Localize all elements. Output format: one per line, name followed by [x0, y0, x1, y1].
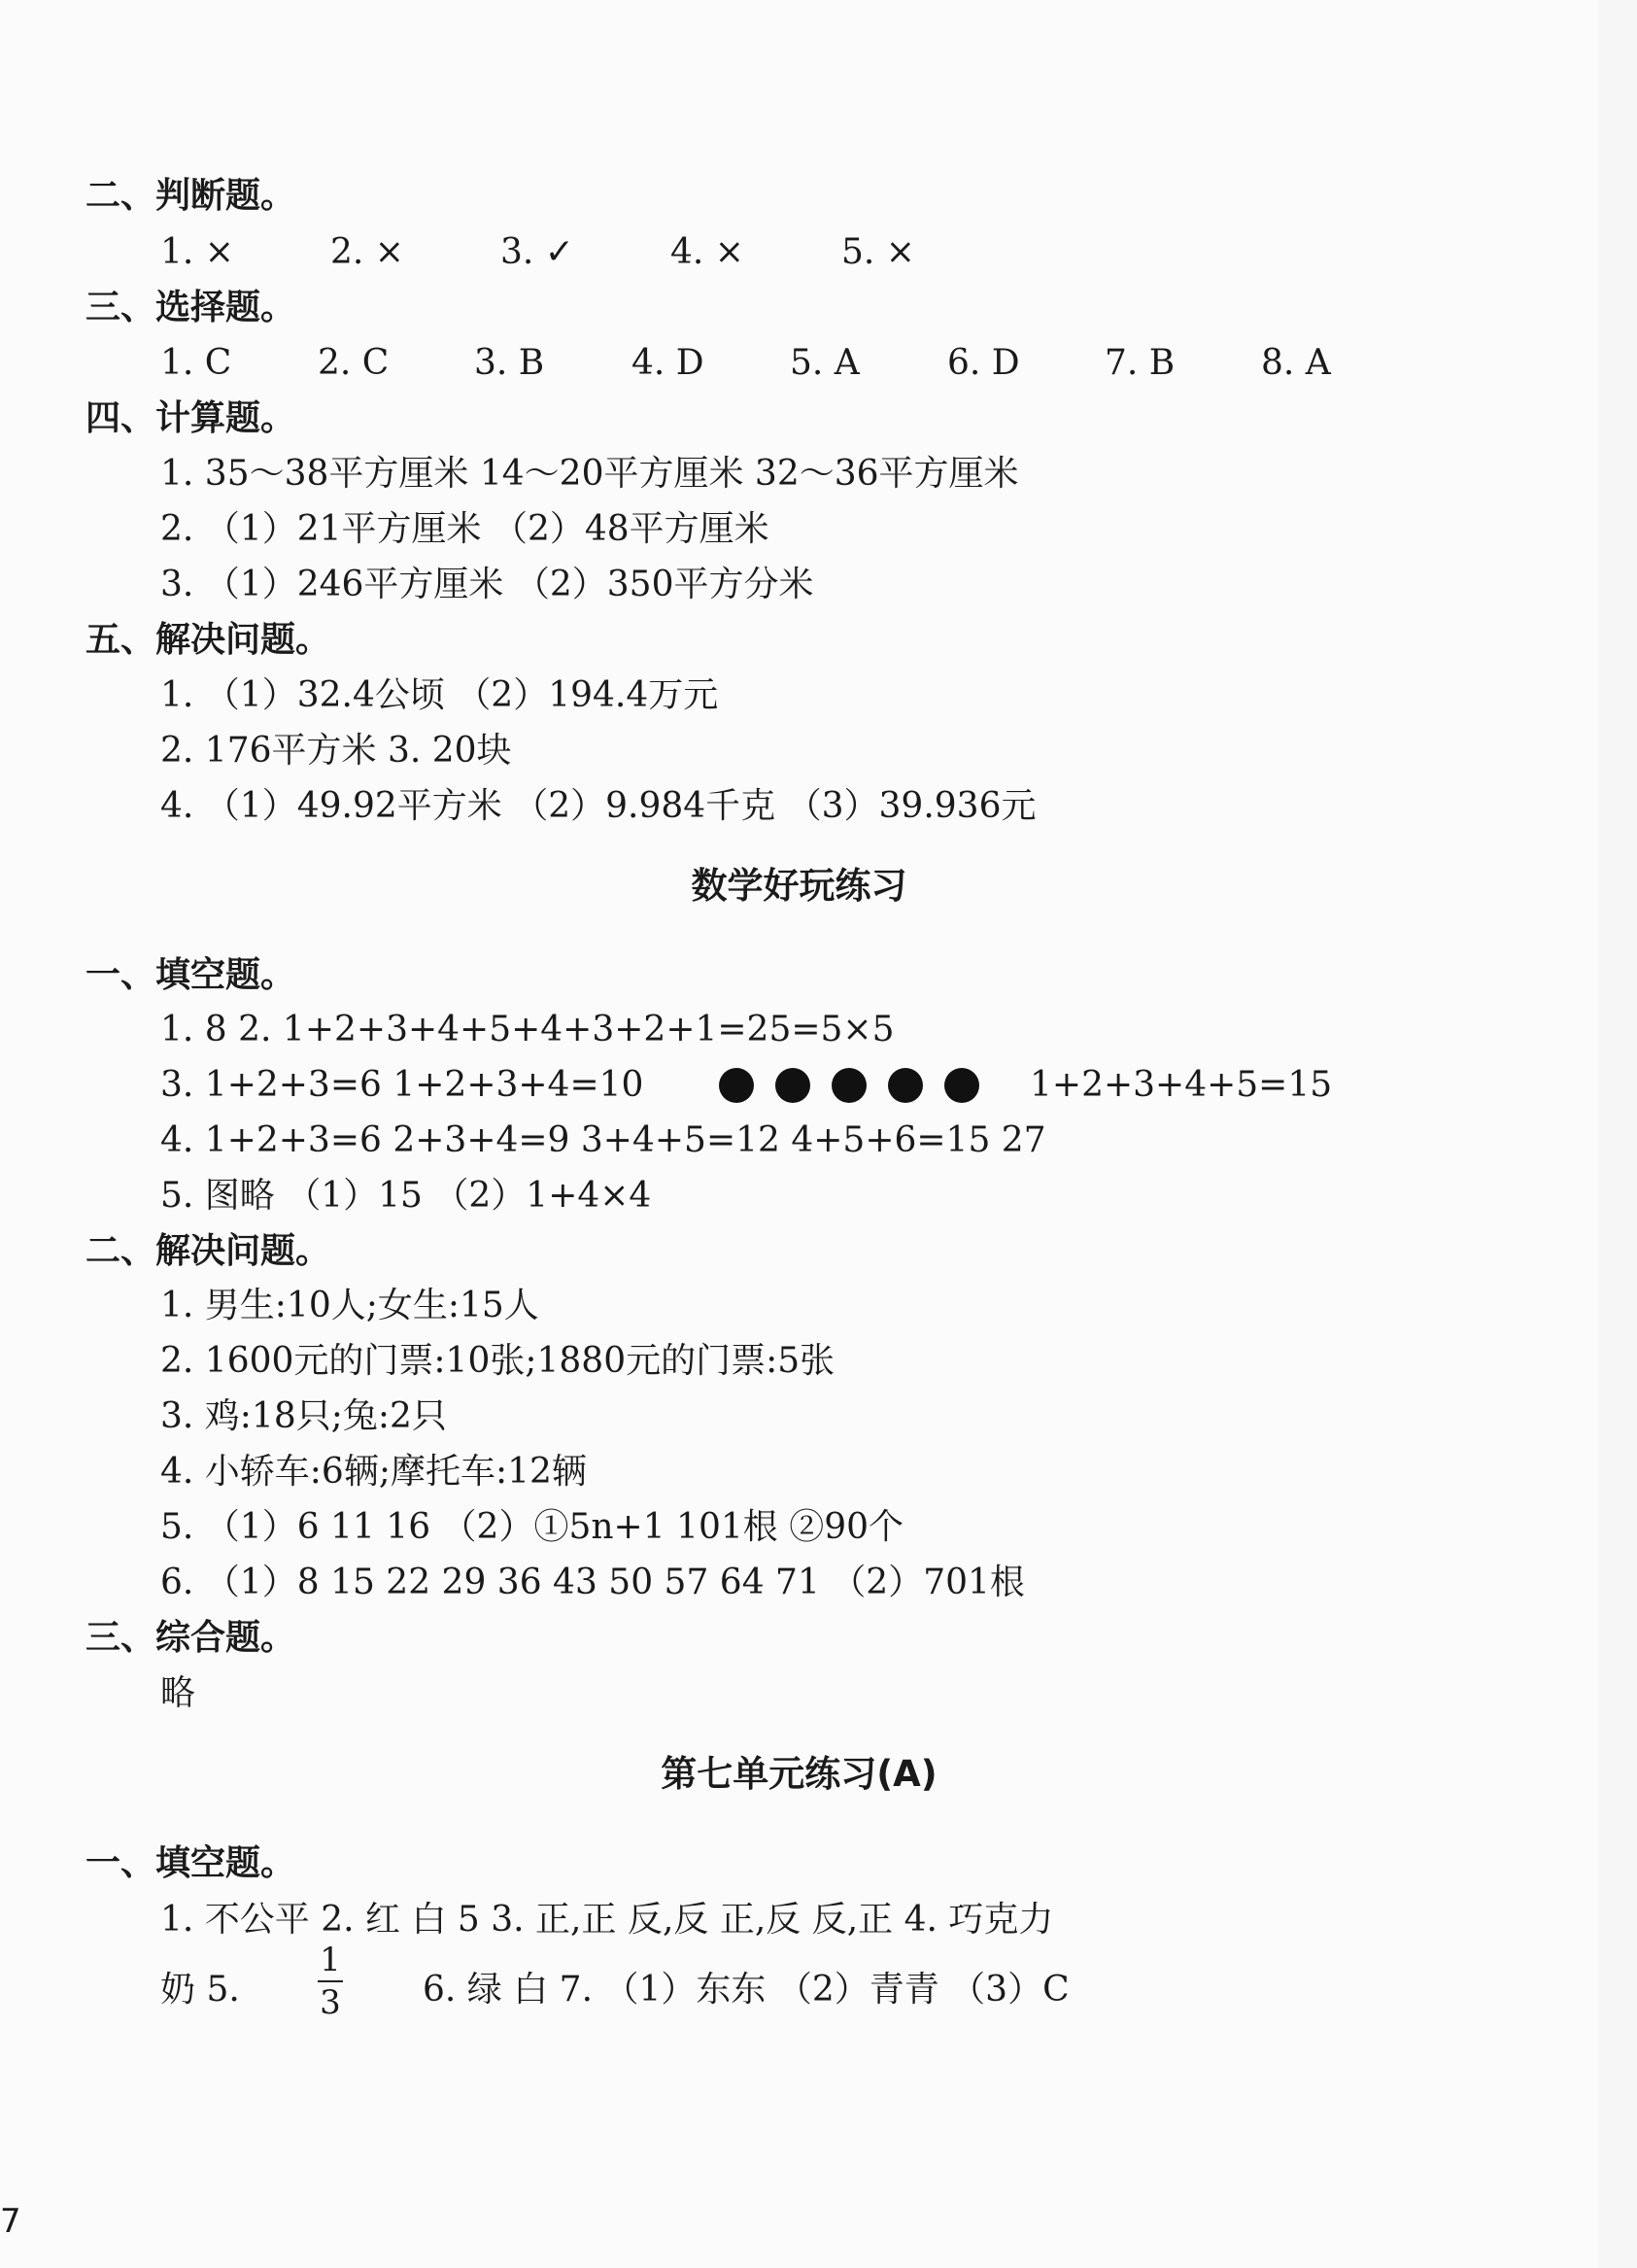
answer-item: 3. 1+2+3=6 1+2+3+4=10: [160, 1065, 644, 1105]
section-heading: 二、解决问题。: [85, 1231, 331, 1271]
fraction-denominator: 3: [320, 1983, 341, 2022]
answer-item: 奶 5.: [160, 1970, 240, 2010]
answer-item: 1. ×: [160, 232, 234, 272]
fraction-bar: [318, 1980, 343, 1982]
answer-line: 5. 图略 （1）15 （2）1+4×4: [160, 1176, 652, 1216]
answer-item: 3. ✓: [500, 232, 574, 272]
answer-item: 1. C: [160, 343, 232, 383]
dot-mark: [775, 1068, 810, 1103]
section-title: 数学好玩练习: [691, 865, 907, 907]
answer-item: 4. D: [631, 343, 704, 383]
answer-item: 1+2+3+4+5=15: [1030, 1065, 1333, 1105]
answer-line: 2. 176平方米 3. 20块: [160, 731, 512, 771]
answer-line: 4. 1+2+3=6 2+3+4=9 3+4+5=12 4+5+6=15 27: [160, 1120, 1046, 1160]
answer-line: 1. 35～38平方厘米 14～20平方厘米 32～36平方厘米: [160, 454, 1019, 494]
answer-line: 1. 不公平 2. 红 白 5 3. 正,正 反,反 正,反 反,正 4. 巧克力: [160, 1900, 1054, 1940]
section-heading: 二、判断题。: [85, 176, 296, 216]
answer-item: 5. ×: [841, 232, 915, 272]
dot-pattern: [719, 1068, 979, 1103]
answer-line: 5. （1）6 11 16 （2）①5n+1 101根 ②90个: [160, 1507, 904, 1547]
answer-item: 4. ×: [670, 232, 744, 272]
answer-line: 4. （1）49.92平方米 （2）9.984千克 （3）39.936元: [160, 786, 1037, 826]
answer-line: 1. 8 2. 1+2+3+4+5+4+3+2+1=25=5×5: [160, 1010, 895, 1049]
answer-item: 7. B: [1105, 343, 1176, 383]
answer-line: 2. （1）21平方厘米 （2）48平方厘米: [160, 509, 769, 549]
answer-item: 3. B: [474, 343, 545, 383]
answer-line: 3. 鸡:18只;兔:2只: [160, 1396, 447, 1436]
answer-item: 6. D: [947, 343, 1020, 383]
section-heading: 一、填空题。: [85, 955, 296, 995]
fraction-numerator: 1: [320, 1941, 341, 1979]
section-heading: 一、填空题。: [85, 1843, 296, 1883]
section-heading: 五、解决问题。: [85, 620, 331, 660]
answer-line: 1. 男生:10人;女生:15人: [160, 1286, 539, 1325]
dot-mark: [719, 1068, 754, 1103]
dot-mark: [944, 1068, 979, 1103]
answer-item: 2. C: [318, 343, 390, 383]
answer-item: 8. A: [1261, 343, 1331, 383]
section-heading: 三、综合题。: [85, 1618, 296, 1658]
fraction: [316, 1941, 345, 2022]
answer-line: 6. （1）8 15 22 29 36 43 50 57 64 71 （2）701根: [160, 1563, 1025, 1602]
answer-line: 1. （1）32.4公顷 （2）194.4万元: [160, 675, 719, 715]
answer-item: 2. ×: [330, 232, 404, 272]
answer-line: 2. 1600元的门票:10张;1880元的门票:5张: [160, 1341, 836, 1381]
section-heading: 四、计算题。: [85, 398, 296, 438]
section-heading: 三、选择题。: [85, 288, 296, 327]
section-title: 第七单元练习(A): [661, 1753, 938, 1795]
dot-mark: [888, 1068, 923, 1103]
answer-row: [0, 1062, 1598, 1109]
dot-mark: [832, 1068, 867, 1103]
answer-line: 4. 小轿车:6辆;摩托车:12辆: [160, 1452, 587, 1492]
answer-row: [0, 1941, 1598, 2045]
answer-item: 6. 绿 白 7. （1）东东 （2）青青 （3）C: [423, 1970, 1070, 2010]
answer-item: 5. A: [790, 343, 860, 383]
answer-line: 3. （1）246平方厘米 （2）350平方分米: [160, 565, 814, 604]
page-number: 7: [0, 2202, 21, 2241]
answer-line: 略: [160, 1673, 196, 1713]
